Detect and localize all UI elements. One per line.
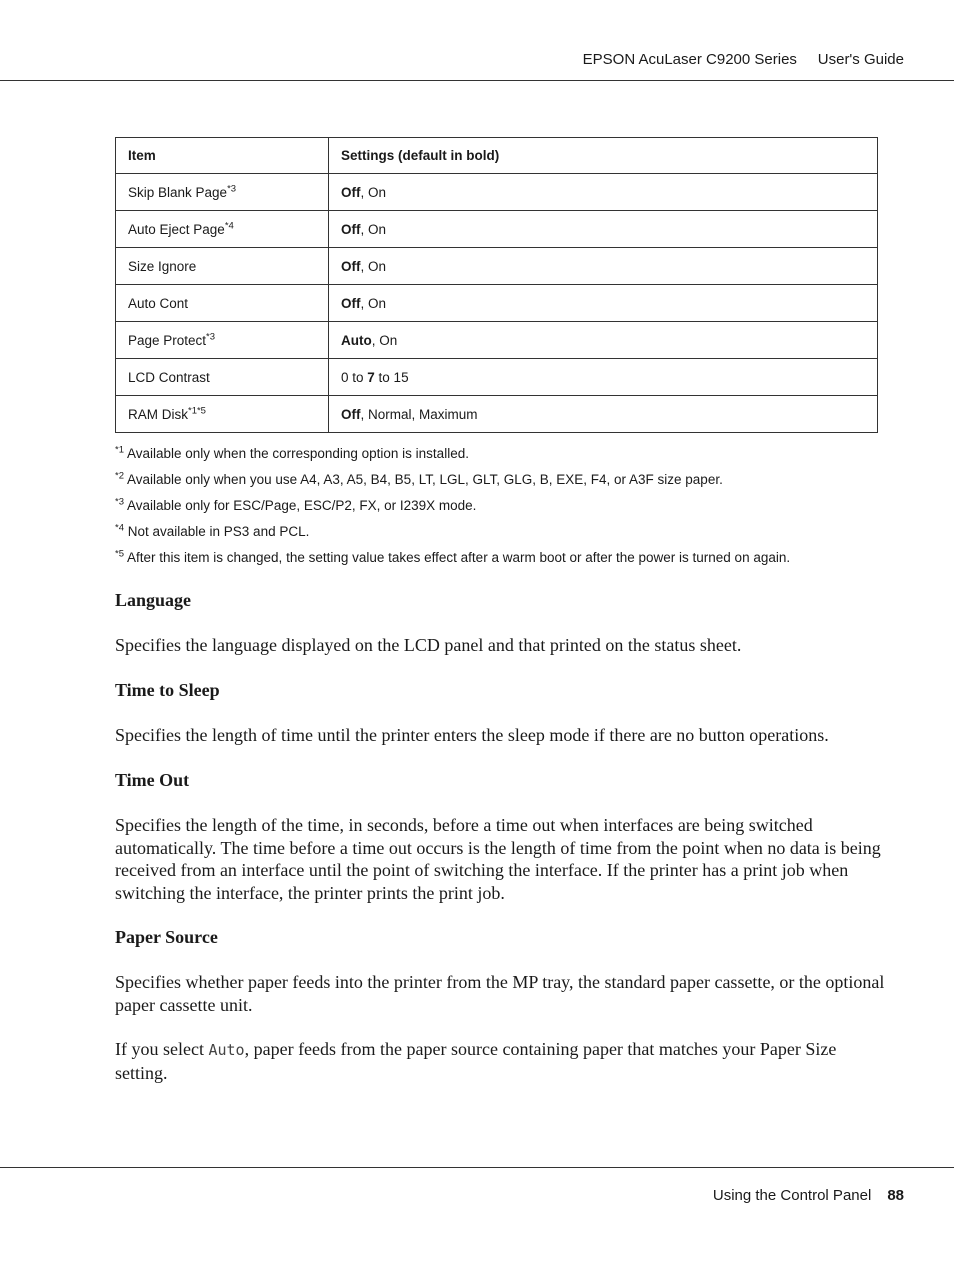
footnote-ref: *1*5 xyxy=(188,405,206,416)
heading-language: Language xyxy=(115,590,192,610)
table-row xyxy=(116,174,878,211)
table-row xyxy=(116,211,878,248)
setting-value-auto: Auto xyxy=(208,1041,245,1059)
paragraph-time-out: Specifies the length of the time, in seconds, before a time out when interfaces are being switched automatically. The time before a time out occurs is the length of time from the point when no data is being received from an interface until the point of switching the interface. If the printer has a print job when switching the interface, the printer prints the print job. xyxy=(115,815,881,903)
column-header-settings: Settings (default in bold) xyxy=(329,138,878,174)
footnote: $^{*4}$ Not available in PS3 and PCL. xyxy=(115,522,310,539)
footer-rule xyxy=(0,1167,954,1168)
page-footer xyxy=(713,1187,904,1204)
footnote-ref: *3 xyxy=(206,331,216,342)
settings-cell: 0 to 7 to 15 xyxy=(329,359,878,396)
running-header xyxy=(583,51,904,68)
paragraph-language: Specifies the language displayed on the LCD panel and that printed on the status sheet. xyxy=(115,635,742,655)
settings-cell: Off, On xyxy=(329,174,878,211)
footnote-ref: *4 xyxy=(224,220,234,231)
header-rule xyxy=(0,80,954,81)
paragraph-time-to-sleep: Specifies the length of time until the printer enters the sleep mode if there are no button operations. xyxy=(115,725,829,745)
heading-paper-source: Paper Source xyxy=(115,927,218,947)
item-cell: Page Protect$^{*3}$ xyxy=(116,322,329,359)
table-row xyxy=(116,285,878,322)
footnote-ref: *3 xyxy=(227,183,237,194)
footnote: $^{*5}$ After this item is changed, the setting value takes effect after a warm boot or after the power is turned on again. xyxy=(115,548,791,565)
item-cell: LCD Contrast xyxy=(116,359,329,396)
item-cell: RAM Disk$^{*1*5}$ xyxy=(116,396,329,433)
footnote: $^{*3}$ Available only for ESC/Page, ESC/P2, FX, or I239X mode. xyxy=(115,496,477,513)
paragraph-paper-source: Specifies whether paper feeds into the printer from the MP tray, the standard paper cassette, or the optional paper cassette unit. xyxy=(115,972,885,1015)
item-cell: Auto Eject Page$^{*4}$ xyxy=(116,211,329,248)
paragraph-paper-source-auto: If you select Auto, paper feeds from the paper source containing paper that matches your Paper Size setting. xyxy=(115,1039,837,1083)
footnote: $^{*2}$ Available only when you use A4, A3, A5, B4, B5, LT, LGL, GLT, GLG, B, EXE, F4, or A3F size paper. xyxy=(115,470,723,487)
settings-table xyxy=(115,137,878,433)
settings-cell: Auto, On xyxy=(329,322,878,359)
settings-cell: Off, On xyxy=(329,285,878,322)
item-cell: Skip Blank Page$^{*3}$ xyxy=(116,174,329,211)
product-name: EPSON AcuLaser C9200 Series xyxy=(582,51,797,68)
table-row xyxy=(116,396,878,433)
table-row xyxy=(116,248,878,285)
item-cell: Auto Cont xyxy=(116,285,329,322)
heading-time-to-sleep: Time to Sleep xyxy=(115,680,220,700)
table-row xyxy=(116,322,878,359)
page-number: 88 xyxy=(887,1187,904,1204)
table-row xyxy=(116,359,878,396)
footer-section: Using the Control Panel xyxy=(712,1187,872,1204)
item-cell: Size Ignore xyxy=(116,248,329,285)
table-header-row xyxy=(116,138,878,174)
column-header-item: Item xyxy=(116,138,329,174)
heading-time-out: Time Out xyxy=(115,770,190,790)
settings-cell: Off, On xyxy=(329,248,878,285)
footnote: $^{*1}$ Available only when the corresponding option is installed. xyxy=(115,444,469,461)
settings-cell: Off, Normal, Maximum xyxy=(329,396,878,433)
guide-name: User's Guide xyxy=(817,51,904,68)
footnotes xyxy=(115,444,790,574)
settings-cell: Off, On xyxy=(329,211,878,248)
